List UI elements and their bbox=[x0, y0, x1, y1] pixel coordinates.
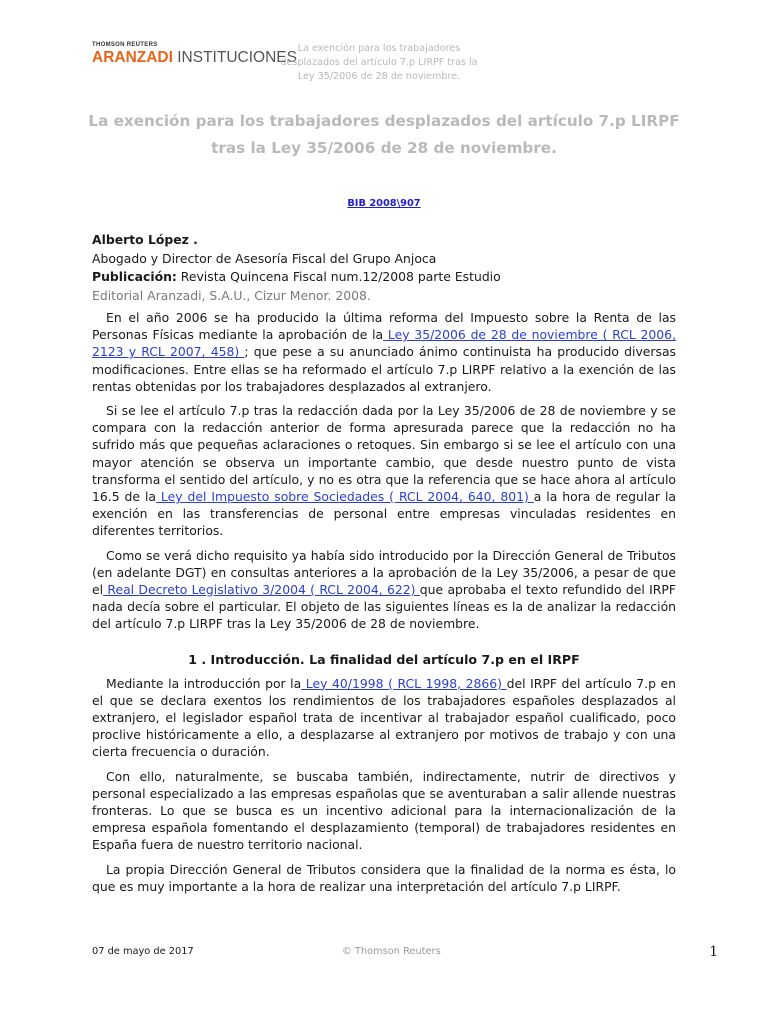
publication-value: Revista Quincena Fiscal num.12/2008 parte Estudio bbox=[176, 269, 501, 285]
author-position: Abogado y Director de Asesoría Fiscal del Grupo Anjoca bbox=[92, 250, 437, 266]
page-header bbox=[92, 42, 692, 86]
section-heading-1: 1 . Introducción. La finalidad del artículo 7.p en el IRPF bbox=[188, 651, 580, 667]
editorial-line: Editorial Aranzadi, S.A.U., Cizur Menor. 2008. bbox=[92, 287, 371, 303]
author-name: Alberto López . bbox=[92, 232, 198, 247]
paragraph-3 bbox=[92, 547, 676, 633]
logo-brand: ARANZADI bbox=[92, 49, 173, 66]
paragraph-4 bbox=[92, 675, 676, 761]
law-link-rdl-3-2004[interactable]: Real Decreto Legislativo 3/2004 ( RCL 2004, 622) bbox=[103, 582, 420, 598]
paragraph-5: Con ello, naturalmente, se buscaba también, indirectamente, nutrir de directivos y personal especializado a las empresas españolas que se aventuraban a salir allende nuestras fronteras. Lo que se busca es un incentivo adicional para la internacionalización de la empresa española fomentando el desplazamiento (temporal) de trabajadores residentes en España fuera de nuestro territorio nacional. bbox=[92, 768, 676, 853]
law-link-ley-40-1998[interactable]: Ley 40/1998 ( RCL 1998, 2866) bbox=[301, 675, 507, 691]
paragraph-text: Como se verá dicho requisito ya había sido introducido por la Dirección General de Tributos (en adelante DGT) en consultas anteriores a la aprobación de la Ley 35/2006, a pesar de que el bbox=[92, 547, 676, 598]
paragraph-text: a la hora de regular la exención en las transferencias de personal entre empresas vinculadas residentes en diferentes territorios. bbox=[92, 489, 676, 539]
paragraph-text: En el año 2006 se ha producido la última reforma del Impuesto sobre la Renta de las Personas Físicas mediante la aprobación de la bbox=[92, 310, 676, 343]
paragraph-6: La propia Dirección General de Tributos considera que la finalidad de la norma es ésta, lo que es muy importante a la hora de realizar una interpretación del artículo 7.p LIRPF. bbox=[92, 861, 676, 894]
logo-wordmark bbox=[92, 49, 297, 67]
bib-reference bbox=[0, 198, 768, 209]
page-footer bbox=[92, 944, 718, 964]
paragraph-text: Si se lee el artículo 7.p tras la redacción dada por la Ley 35/2006 de 28 de noviembre y se compara con la redacción anterior de forma apresurada parece que la redacción no ha sufrido más que pequeñas aclaraciones o retoques. Sin embargo si se lee el artículo con una mayor atención se observa un importante cambio, que desde nuestro punto de vista transforma el sentido del artículo, y no es otra que la referencia que se hace ahora al artículo 16.5 de la bbox=[92, 403, 676, 505]
document-title: La exención para los trabajadores desplazados del artículo 7.p LIRPF tras la Ley 35/2006 de 28 de noviembre. bbox=[88, 112, 680, 157]
footer-copyright: © Thomson Reuters bbox=[342, 946, 441, 957]
paragraph-text: Mediante la introducción por la bbox=[106, 675, 302, 691]
page-number: 1 bbox=[709, 944, 718, 960]
publication-line bbox=[92, 268, 682, 287]
aranzadi-logo bbox=[92, 42, 297, 67]
paragraph-1 bbox=[92, 309, 676, 395]
paragraph-text: que aprobaba el texto refundido del IRPF nada decía sobre el particular. El objeto de las siguientes líneas es la de analizar la redacción del artículo 7.p LIRPF tras la Ley 35/2006 de 28 de noviembre. bbox=[92, 582, 676, 632]
author-block bbox=[92, 231, 682, 305]
paragraph-text: ; que pese a su anunciado ánimo continuista ha producido diversas modificaciones. Entre ellas se ha reformado el artículo 7.p LIRPF relativo a la exención de las rentas obtenidas por los trabajadores desplazados al extranjero. bbox=[92, 344, 676, 394]
paragraph-2 bbox=[92, 402, 676, 540]
running-title: La exención para los trabajadores desplazados del artículo 7.p LIRPF tras la Ley 35/2006 de 28 de noviembre. bbox=[280, 43, 478, 82]
bib-link[interactable]: BIB 2008\907 bbox=[347, 198, 421, 209]
paragraph-text: del IRPF del artículo 7.p en el que se declara exentos los rendimientos de los trabajadores españoles desplazados al extranjero, el legislador español trata de incentivar al trabajador español cualificado, poco proclive históricamente a ello, a desplazarse al extranjero por motivos de trabajo y con una cierta frecuencia o duración. bbox=[92, 675, 676, 760]
law-link-ley-35-2006[interactable]: Ley 35/2006 de 28 de noviembre ( RCL 2006, 2123 y RCL 2007, 458) bbox=[92, 327, 677, 360]
document-body bbox=[92, 309, 676, 902]
publication-label: Publicación: bbox=[92, 269, 177, 285]
logo-rest: INSTITUCIONES bbox=[172, 49, 297, 66]
law-link-impuesto-sociedades[interactable]: Ley del Impuesto sobre Sociedades ( RCL 2004, 640, 801) bbox=[155, 489, 534, 505]
footer-date: 07 de mayo de 2017 bbox=[92, 946, 194, 957]
logo-publisher: THOMSON REUTERS bbox=[92, 42, 158, 48]
